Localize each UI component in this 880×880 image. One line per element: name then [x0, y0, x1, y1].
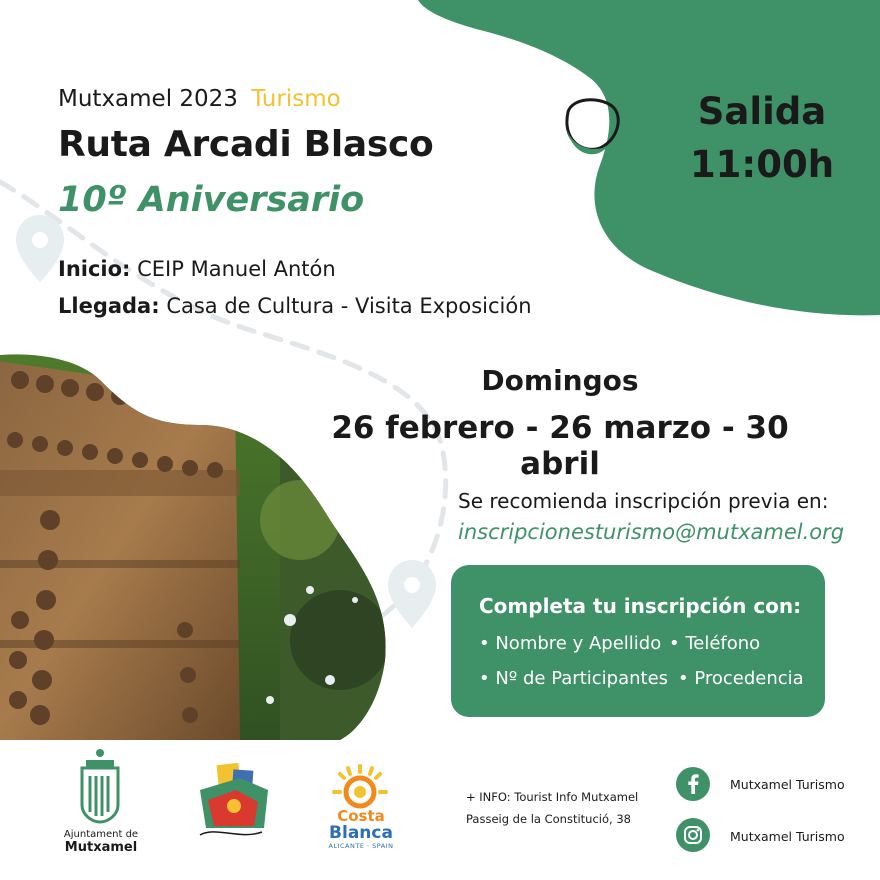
registration-item: • Nº de Participantes	[479, 668, 669, 689]
costa-blanca-sun-logo	[334, 766, 386, 806]
registration-email-link[interactable]: inscripcionesturismo@mutxamel.org	[458, 520, 845, 544]
costa-blanca-line2: Blanca	[329, 823, 393, 843]
costa-blanca-logo	[318, 808, 404, 850]
costa-blanca-line3: ALICANTE · SPAIN	[328, 842, 394, 850]
route-start	[58, 257, 336, 281]
route-end-value: Casa de Cultura - Visita Exposición	[166, 294, 532, 318]
route-end-label: Llegada:	[58, 294, 160, 318]
sculpture-photo	[0, 340, 400, 760]
registration-panel	[451, 565, 825, 717]
registration-item: • Teléfono	[669, 633, 761, 654]
instagram-label[interactable]: Mutxamel Turismo	[730, 829, 845, 844]
registration-recommendation: Se recomienda inscripción previa en:	[458, 489, 829, 513]
map-pin-icon	[16, 215, 64, 282]
facebook-label[interactable]: Mutxamel Turismo	[730, 777, 845, 792]
ayuntamiento-caption	[46, 829, 156, 855]
mutxamel-tourism-logo	[200, 763, 268, 835]
facebook-icon[interactable]	[676, 767, 710, 801]
schedule-days: Domingos	[481, 364, 639, 397]
departure-time: 11:00h	[689, 143, 835, 186]
event-title: Ruta Arcadi Blasco	[58, 124, 434, 165]
registration-item: • Procedencia	[678, 668, 804, 689]
map-pin-icon	[388, 560, 436, 628]
header-accent: Turismo	[251, 86, 341, 112]
ayuntamiento-caption-line1: Ajuntament de	[63, 829, 139, 840]
header-line	[58, 86, 341, 112]
route-end	[58, 294, 532, 318]
footer-info-line1: + INFO: Tourist Info Mutxamel	[466, 790, 639, 804]
event-subtitle: 10º Aniversario	[58, 180, 365, 220]
costa-blanca-line1: Costa	[337, 807, 385, 825]
registration-panel-title: Completa tu inscripción con:	[479, 594, 802, 618]
route-start-value: CEIP Manuel Antón	[137, 257, 336, 281]
route-start-label: Inicio:	[58, 257, 131, 281]
instagram-icon[interactable]	[676, 818, 710, 852]
ayuntamiento-crest-logo	[82, 749, 118, 822]
footer-info-line2: Passeig de la Constitució, 38	[466, 812, 631, 826]
ayuntamiento-caption-line2: Mutxamel	[64, 840, 138, 855]
schedule-dates: 26 febrero - 26 marzo - 30 abril	[331, 410, 789, 482]
departure-label: Salida	[697, 90, 827, 133]
header-year: Mutxamel 2023	[58, 86, 238, 112]
registration-item: • Nombre y Apellido	[479, 633, 662, 654]
